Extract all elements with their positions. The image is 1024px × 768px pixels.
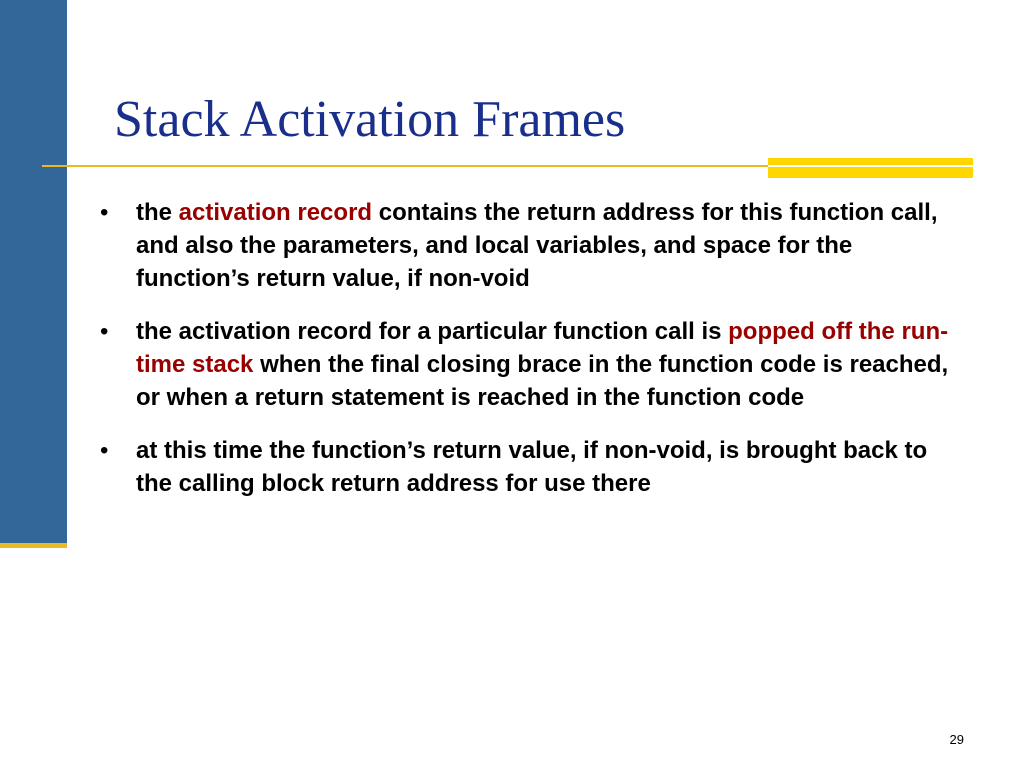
slide-page-number: 29 xyxy=(949,732,964,747)
title-rule-accent-notch xyxy=(768,165,973,167)
slide-title: Stack Activation Frames xyxy=(114,91,626,148)
bullet-text-before: the xyxy=(136,199,179,226)
bullet-text: at this time the function’s return value, if non-void, is brought back to the calling block return address for use there xyxy=(136,437,928,497)
title-rule-accent-block xyxy=(768,158,973,178)
bullet-dot: • xyxy=(100,199,109,226)
bullet-text-after: contains the return address for this function call, and also the parameters, and local variables, and space for the function’s return value, if non-void xyxy=(136,199,938,292)
bullet-item-activation-record xyxy=(100,196,960,295)
bullet-highlight-popped-off-stack: popped off the run-time stack xyxy=(136,318,949,378)
bullet-item-popped-off xyxy=(100,315,960,414)
bullet-list xyxy=(100,196,960,520)
bullet-text-after: when the final closing brace in the function code is reached, or when a return statement is reached in the function code xyxy=(136,351,949,411)
sidebar-gold-stripe xyxy=(0,543,67,548)
sidebar-accent-bar xyxy=(0,0,67,548)
bullet-highlight-activation-record: activation record xyxy=(178,199,373,226)
bullet-text-before: the activation record for a particular function call is xyxy=(136,318,729,345)
bullet-dot: • xyxy=(100,437,109,464)
bullet-item-return-value xyxy=(100,434,960,500)
bullet-dot: • xyxy=(100,318,109,345)
